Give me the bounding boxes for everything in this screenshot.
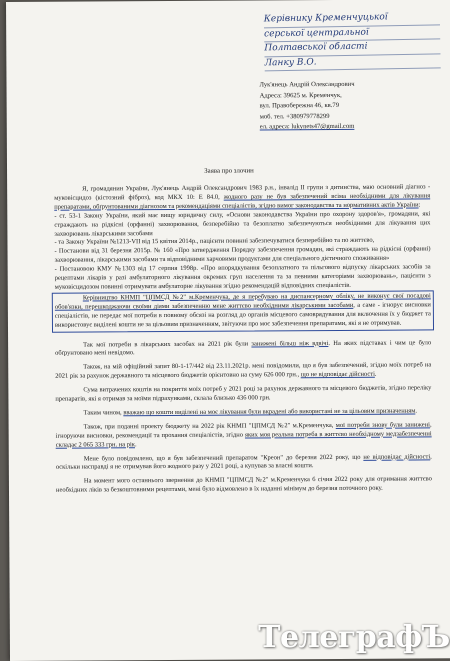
sender-phone: моб. тел. +380979778299 — [259, 112, 330, 121]
paragraph-text: - Постанови від 31 березня 2015р. № 160 «Про затвердження Порядку забезпечення громадян, які страждають на рідкісні (орфанні) захворювання, лікарськими засобами та відповідними харчовими продуктами для спеціального дієтичного споживання» — [54, 245, 431, 264]
sender-address-line1: Адреса: 39625 м. Кременчук, — [259, 91, 342, 100]
paragraph — [56, 453, 432, 473]
underlined-text: яких моя реальна потреба в життєво необхідному медзабезпеченні складає 2 065 333 грн. на рік — [55, 430, 432, 449]
paragraph — [55, 407, 431, 418]
underlined-text: що не відповідає дійсності — [300, 370, 375, 379]
paragraph — [54, 183, 430, 212]
paragraph — [55, 362, 431, 382]
paragraph — [54, 210, 430, 239]
paragraph-text: На момент мого останнього звернення до КНМП "ЦПМСД №2" м.Кременчука 6 січня 2022 року для отримання життєво необхідних ліків за безкоштовними рецептами, мені було відмовлено в їх наданні мінімум до березня поточного року. — [55, 475, 432, 494]
underlined-text: занижені більш ніж вдвічі — [251, 339, 329, 348]
addressee-line: Полтавської області — [264, 39, 440, 56]
document-page — [6, 0, 450, 661]
paragraph — [55, 339, 431, 359]
addressee-line: Ланку В.О. — [264, 54, 440, 71]
underlined-text: Керівництво КНМП "ЦПМСД №2" м.Кременчука, де я перебуваю на диспансерному обліку, не виконує свої посадові обов'язки, перешкоджаючи своїми діями забезпеченню мене життєво необхідними лікарськими засобами — [54, 292, 431, 311]
paragraph-text: Також, при поданні проекту бюджету на 2022 рік КНМП "ЦПМСД №2" м.Кременчука, — [83, 421, 336, 431]
paragraph — [56, 476, 432, 496]
sender-name: Лук'янець Андрій Олександрович — [259, 80, 355, 89]
sender-email: ел. адреса: lukynets47@gmail.com — [259, 123, 355, 131]
paragraph-text: . — [374, 370, 377, 378]
underlined-text: мої потреби знову були занижені — [335, 421, 430, 429]
underlined-text: не відповідає дійсності — [363, 452, 431, 461]
document-body — [54, 183, 432, 495]
paragraph-text: Мене було повідомлено, що я був забезпечений препаратом "Креон" до березня 2022 року, що — [83, 453, 364, 463]
handwritten-addressee — [264, 10, 441, 71]
paragraph-text: . — [134, 440, 137, 448]
paragraph — [55, 264, 431, 293]
paragraph — [55, 246, 431, 266]
paragraph-text: Таким чином, — [83, 409, 124, 417]
paragraph-text: Я, громадянин України, Лук'янець Андрій Олександрович 1983 р.н., інвалід ІІ групи з дитинства, маю основний діагноз - муковісцидоз (кістозний фіброз), код МКХ 10: Е 84.0, — [54, 183, 431, 202]
paragraph-text: - Постановою КМУ №1303 від 17 серпня 1998р. «Про впорядкування безоплатного та пільгового відпуску лікарських засобів за рецептами лікарів у разі амбулаторного лікування окремих груп населення та за певними категоріями захворювань», пацієнти з муковісцидозом повинні отримувати амбулаторне лікування згідно рекомендацій відповідних спеціалістів. — [54, 263, 431, 291]
paragraph-text: : — [418, 201, 421, 209]
sender-address-line2: вул. Правобережна 46, кв.79 — [259, 102, 340, 110]
addressee-line: серської центральної — [264, 25, 440, 42]
paragraph-text: . На яких підставах і чим це було обґрунтовано мені невідомо. — [55, 338, 432, 358]
paragraph — [56, 421, 432, 450]
underlined-text: вважаю що кошти виділені на моє лікування були вкрадені або використані не за цільовим призначенням — [123, 407, 416, 417]
watermark-logo: ТелеграфЪ — [258, 619, 450, 655]
paragraph-text: Сума витрачених коштів на покриття моїх потреб у 2021 році за рахунок державного та місцевого бюджетів, згідно переліку препаратів, які я отримав за моїми підрахунками, склала близько 436 000 грн. — [55, 384, 432, 403]
addressee-line: Керівнику Кременчуцької — [264, 10, 440, 27]
document-title: Заява про злочин — [204, 167, 254, 175]
paragraph-text: - та Закону України №1213-VІІ від 15 квітня 2014р., пацієнти повинні забезпечуватися безперебійно та по життєво, — [54, 237, 375, 247]
paragraph-text: Так мої потреби в лікарських засобах на 2021 рік були — [83, 340, 252, 349]
paragraph-text: Також, на мій офіційний запит 80-1-17/442 від 23.11.2021р. мені повідомили, що я був забезпечений, згідно моїх потреб на 2021 рік за рахунок державного та місцевого бюджетів орієнтовно на суму 626 000 грн., — [55, 361, 432, 380]
paragraph-text: . — [415, 407, 417, 415]
paragraph-text: - ст. 53-1 Закону України, який має вищу юридичну силу, «Основи законодавства України про охорону здоров'я», громадяни, які страждають на рідкісні (орфанні) захворювання, безперебійно та безоплатно забезпечуються необхідними для лікування цих захворювань лікарськими засобами — [54, 210, 431, 238]
paragraph-text: , оскільки насправді я не отримував його жодного разу у 2021 році, а купував за власні кошти. — [55, 452, 432, 472]
underlined-text: жодного разу не був забезпечений всіма необхідними для лікування препаратами, обґрунтованими діагнозом та рекомендаціями спеціалістів, згідно вимог законодавства та нормативних актів України — [54, 192, 431, 211]
sender-block — [259, 79, 439, 133]
paragraph — [52, 290, 434, 332]
paragraph-text: , а саме - ігнорує висновки спеціалістів, не передає мої потреби в повному обсязі на розгляд до органів місцевого самоврядування для включення їх у бюджет та використовує виділені кошти не за цільовим призначенням, звітуючи про моє забезпечення препаратами, які я не отримував. — [54, 301, 431, 329]
paragraph-text: , ігноруючи висновки, рекомендації та прохання спеціалістів, згідно — [55, 421, 432, 440]
paragraph — [55, 385, 431, 405]
